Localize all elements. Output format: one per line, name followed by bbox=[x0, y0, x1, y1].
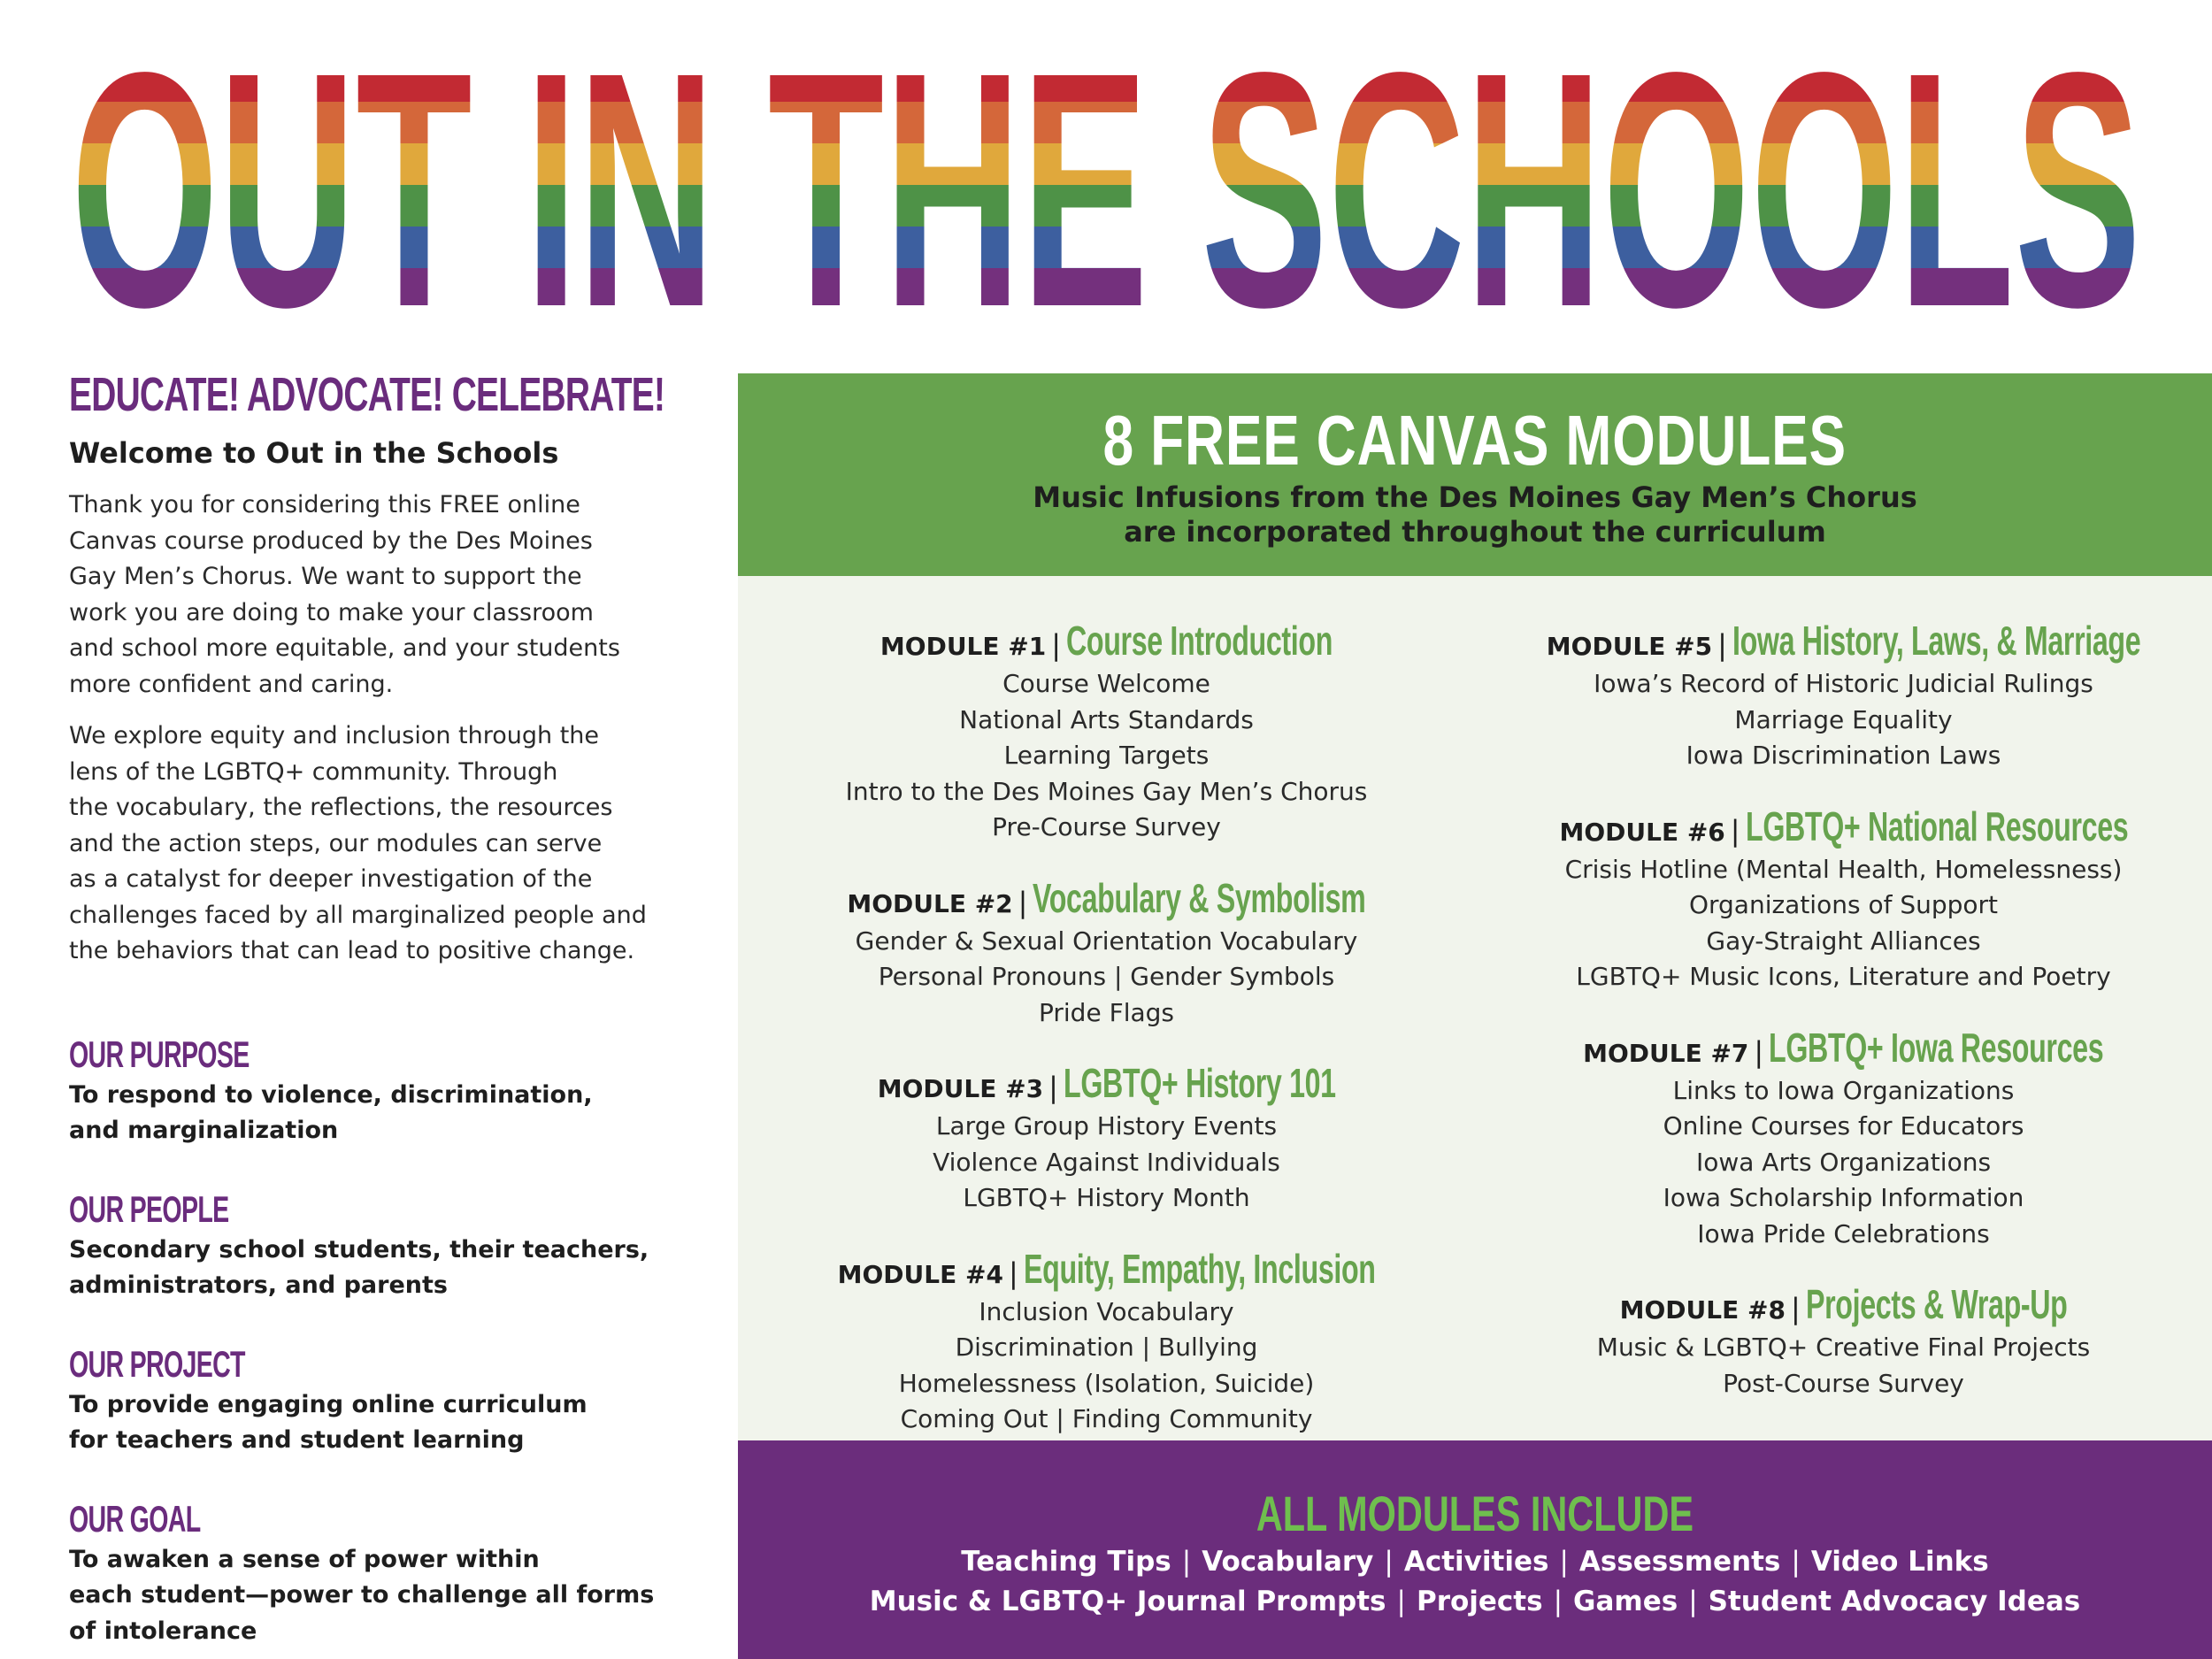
rainbow-stripe bbox=[0, 0, 2212, 102]
module-items bbox=[1475, 1073, 2212, 1253]
module-heading bbox=[1475, 615, 2212, 666]
mission-section bbox=[69, 1304, 706, 1459]
rainbow-stripe bbox=[0, 268, 2212, 349]
includes-item: Student Advocacy Ideas bbox=[1708, 1586, 2081, 1617]
section-line: administrators, and parents bbox=[69, 1271, 448, 1299]
module-5 bbox=[1475, 615, 2212, 774]
section-body bbox=[69, 1078, 706, 1149]
paragraph-line: We explore equity and inclusion through the bbox=[69, 722, 600, 749]
module-title: LGBTQ+ Iowa Resources bbox=[1769, 1024, 2104, 1071]
paragraph-line: challenges faced by all marginalized people and bbox=[69, 901, 647, 929]
module-item: Large Group History Events bbox=[935, 1111, 1278, 1141]
module-item: Learning Targets bbox=[1003, 741, 1210, 770]
module-heading bbox=[738, 615, 1475, 666]
module-number: MODULE #4 bbox=[837, 1259, 1003, 1289]
separator: | bbox=[1790, 1292, 1801, 1325]
paragraph-line: the vocabulary, the reflections, the resources bbox=[69, 794, 613, 821]
mission-section bbox=[69, 1149, 706, 1304]
separator: | bbox=[1553, 1586, 1563, 1617]
module-item: Post-Course Survey bbox=[1723, 1368, 1964, 1398]
includes-title: ALL MODULES INCLUDE bbox=[1256, 1486, 1694, 1541]
includes-item: Games bbox=[1573, 1586, 1678, 1617]
section-line: To awaken a sense of power within bbox=[69, 1545, 540, 1573]
rainbow-stripe bbox=[0, 185, 2212, 227]
includes-row-2 bbox=[738, 1582, 2212, 1622]
separator: | bbox=[1384, 1546, 1394, 1578]
module-item: Gender & Sexual Orientation Vocabulary bbox=[855, 926, 1358, 956]
module-number: MODULE #5 bbox=[1546, 632, 1713, 661]
includes-item: Teaching Tips bbox=[961, 1546, 1171, 1578]
module-3 bbox=[738, 1057, 1475, 1217]
separator: | bbox=[1051, 628, 1061, 662]
section-line: To respond to violence, discrimination, bbox=[69, 1080, 593, 1109]
module-2 bbox=[738, 872, 1475, 1032]
separator: | bbox=[1048, 1071, 1058, 1104]
paragraph-line: and the action steps, our modules can serve bbox=[69, 829, 603, 857]
section-heading: OUR PURPOSE bbox=[69, 1033, 250, 1075]
module-number: MODULE #3 bbox=[877, 1074, 1044, 1103]
separator: | bbox=[1018, 885, 1028, 919]
module-title: Projects & Wrap-Up bbox=[1805, 1281, 2068, 1327]
module-number: MODULE #2 bbox=[847, 888, 1013, 918]
module-item: Course Welcome bbox=[1002, 669, 1210, 698]
module-item: Gay-Straight Alliances bbox=[1706, 926, 1981, 956]
includes-item: Video Links bbox=[1810, 1546, 1989, 1578]
paragraph-line: Thank you for considering this FREE online bbox=[69, 491, 580, 518]
separator: | bbox=[1730, 813, 1740, 848]
modules-column-left bbox=[738, 615, 1475, 1464]
section-heading: OUR PROJECT bbox=[69, 1342, 245, 1385]
welcome-heading: Welcome to Out in the Schools bbox=[69, 436, 559, 470]
module-item: Organizations of Support bbox=[1688, 890, 1999, 919]
module-heading bbox=[738, 1057, 1475, 1109]
module-4 bbox=[738, 1243, 1475, 1438]
paragraph-line: the behaviors that can lead to positive change. bbox=[69, 937, 635, 964]
rainbow-stripe bbox=[0, 227, 2212, 268]
module-heading bbox=[1475, 801, 2212, 852]
module-item: Violence Against Individuals bbox=[933, 1147, 1280, 1177]
section-line: and marginalization bbox=[69, 1117, 339, 1144]
separator: | bbox=[1688, 1586, 1698, 1617]
module-number: MODULE #8 bbox=[1619, 1295, 1786, 1325]
module-item: Crisis Hotline (Mental Health, Homelessness) bbox=[1564, 854, 2123, 884]
module-1 bbox=[738, 615, 1475, 846]
module-item: Links to Iowa Organizations bbox=[1672, 1075, 2015, 1105]
includes-item: Assessments bbox=[1578, 1546, 1781, 1578]
paragraph-line: work you are doing to make your classroom bbox=[69, 598, 594, 626]
section-body bbox=[69, 1233, 706, 1304]
module-heading bbox=[738, 1243, 1475, 1294]
includes-item: Vocabulary bbox=[1202, 1546, 1374, 1578]
separator: | bbox=[1791, 1546, 1801, 1578]
paragraph-line: lens of the LGBTQ+ community. Through bbox=[69, 757, 558, 786]
module-7 bbox=[1475, 1022, 2212, 1253]
paragraph-line: and school more equitable, and your students bbox=[69, 634, 620, 662]
mission-section bbox=[69, 1459, 706, 1650]
module-title: Course Introduction bbox=[1066, 618, 1333, 664]
section-heading: OUR GOAL bbox=[69, 1497, 201, 1540]
module-item: Homelessness (Isolation, Suicide) bbox=[898, 1368, 1315, 1398]
section-heading: OUR PEOPLE bbox=[69, 1187, 229, 1230]
separator: | bbox=[1396, 1586, 1406, 1617]
rainbow-title bbox=[0, 0, 2212, 349]
includes-item: Projects bbox=[1416, 1586, 1543, 1617]
module-title: Iowa History, Laws, & Marriage bbox=[1732, 618, 2141, 664]
section-line: Secondary school students, their teachers, bbox=[69, 1235, 649, 1263]
module-items bbox=[738, 924, 1475, 1032]
module-item: Inclusion Vocabulary bbox=[979, 1296, 1234, 1326]
includes-row-1 bbox=[738, 1542, 2212, 1582]
module-item: Music & LGBTQ+ Creative Final Projects bbox=[1596, 1333, 2091, 1362]
modules-column-right bbox=[1475, 615, 2212, 1428]
module-items bbox=[738, 1294, 1475, 1438]
module-items bbox=[738, 1109, 1475, 1217]
paragraph-line: Canvas course produced by the Des Moines bbox=[69, 526, 593, 555]
module-item: Iowa Arts Organizations bbox=[1695, 1147, 1992, 1177]
separator: | bbox=[1181, 1546, 1192, 1578]
includes-item: Music & LGBTQ+ Journal Prompts bbox=[869, 1586, 1386, 1617]
module-items bbox=[1475, 666, 2212, 774]
section-line: for teachers and student learning bbox=[69, 1426, 525, 1454]
module-number: MODULE #1 bbox=[879, 632, 1047, 661]
banner-subtitle-line-1: Music Infusions from the Des Moines Gay Men’s Chorus bbox=[1033, 480, 1917, 514]
paragraph-line: as a catalyst for deeper investigation of the bbox=[69, 865, 593, 893]
section-line: To provide engaging online curriculum bbox=[69, 1390, 588, 1418]
module-items bbox=[1475, 852, 2212, 995]
intro-paragraph-2 bbox=[69, 718, 706, 970]
module-number: MODULE #6 bbox=[1559, 817, 1725, 847]
separator: | bbox=[1008, 1256, 1018, 1290]
module-item: LGBTQ+ Music Icons, Literature and Poetry bbox=[1576, 962, 2111, 991]
modules-list bbox=[738, 576, 2212, 1440]
module-item: Personal Pronouns | Gender Symbols bbox=[878, 962, 1335, 991]
separator: | bbox=[1559, 1546, 1569, 1578]
module-item: Iowa Discrimination Laws bbox=[1686, 741, 2001, 770]
module-8 bbox=[1475, 1279, 2212, 1402]
module-heading bbox=[1475, 1022, 2212, 1073]
module-title: LGBTQ+ National Resources bbox=[1745, 803, 2128, 849]
section-body bbox=[69, 1542, 706, 1650]
left-column bbox=[69, 367, 706, 1649]
banner-title: 8 FREE CANVAS MODULES bbox=[1102, 401, 1847, 480]
module-title: LGBTQ+ History 101 bbox=[1063, 1060, 1336, 1106]
all-modules-include bbox=[738, 1440, 2212, 1659]
module-item: Pride Flags bbox=[1039, 997, 1174, 1027]
separator: | bbox=[1754, 1034, 1764, 1069]
mission-section bbox=[69, 986, 706, 1149]
module-item: Discrimination | Bullying bbox=[955, 1333, 1258, 1362]
module-title: Equity, Empathy, Inclusion bbox=[1023, 1245, 1376, 1292]
module-item: Coming Out | Finding Community bbox=[900, 1404, 1313, 1433]
section-line: of intolerance bbox=[69, 1617, 257, 1645]
module-item: Iowa Scholarship Information bbox=[1663, 1183, 2024, 1212]
rainbow-stripe bbox=[0, 143, 2212, 185]
module-heading bbox=[738, 872, 1475, 924]
module-item: Marriage Equality bbox=[1734, 704, 1953, 734]
separator: | bbox=[1717, 628, 1727, 662]
module-item: Intro to the Des Moines Gay Men’s Chorus bbox=[845, 776, 1368, 806]
module-items bbox=[738, 666, 1475, 846]
module-title: Vocabulary & Symbolism bbox=[1033, 874, 1366, 921]
paragraph-line: Gay Men’s Chorus. We want to support the bbox=[69, 563, 582, 590]
intro-paragraph-1 bbox=[69, 488, 706, 703]
module-items bbox=[1475, 1330, 2212, 1402]
module-item: Iowa’s Record of Historic Judicial Rulings bbox=[1594, 669, 2093, 698]
module-item: LGBTQ+ History Month bbox=[963, 1183, 1250, 1212]
module-number: MODULE #7 bbox=[1583, 1038, 1749, 1068]
mission-sections bbox=[69, 986, 706, 1650]
includes-item: Activities bbox=[1403, 1546, 1549, 1578]
paragraph-line: more confident and caring. bbox=[69, 670, 394, 698]
section-body bbox=[69, 1387, 706, 1459]
tagline: EDUCATE! ADVOCATE! CELEBRATE! bbox=[69, 368, 665, 421]
modules-banner bbox=[738, 373, 2212, 576]
module-item: National Arts Standards bbox=[959, 704, 1254, 734]
module-6 bbox=[1475, 801, 2212, 995]
banner-subtitle-line-2: are incorporated throughout the curriculum bbox=[1124, 515, 1826, 549]
rainbow-stripe bbox=[0, 102, 2212, 143]
module-item: Iowa Pride Celebrations bbox=[1697, 1218, 1990, 1248]
module-item: Pre-Course Survey bbox=[992, 812, 1221, 841]
module-item: Online Courses for Educators bbox=[1663, 1111, 2024, 1141]
section-line: each student—power to challenge all forms bbox=[69, 1581, 655, 1609]
module-heading bbox=[1475, 1279, 2212, 1330]
